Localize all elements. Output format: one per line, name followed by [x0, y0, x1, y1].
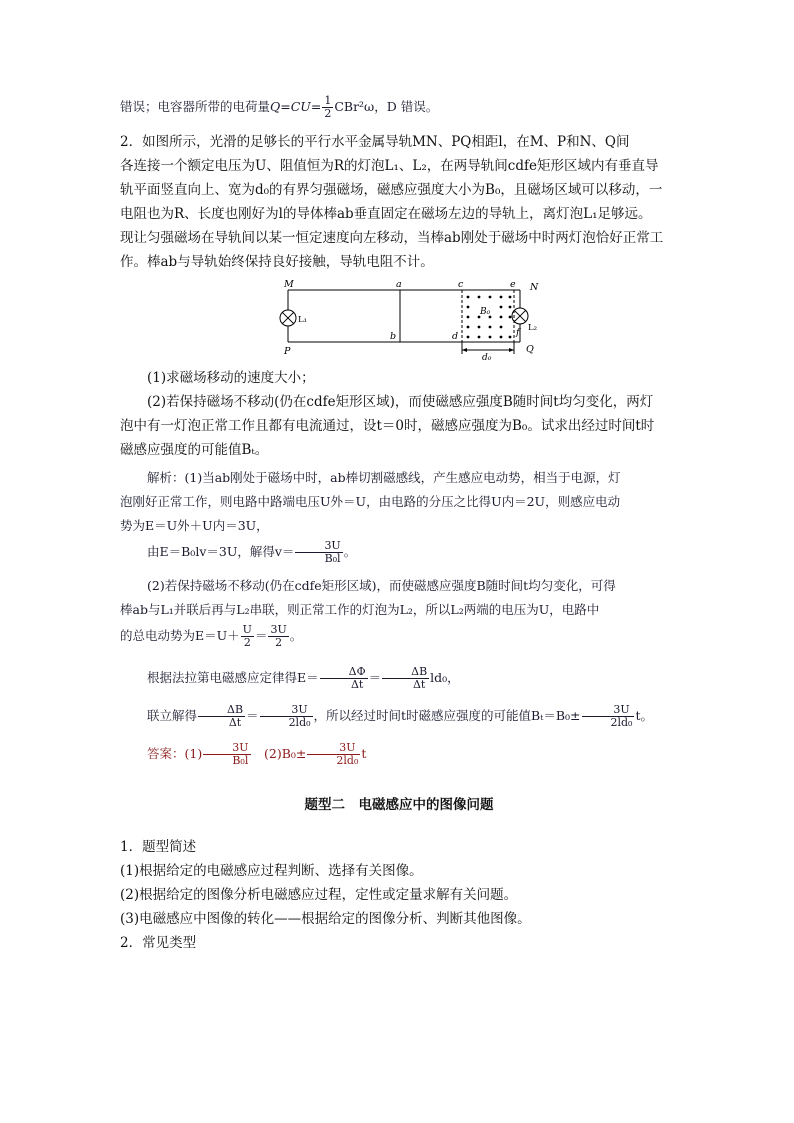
circuit-diagram	[270, 280, 550, 362]
section-heading-1: 1．题型简述	[120, 839, 197, 855]
label-L1: L₁	[298, 315, 308, 325]
section-title: 题型二 电磁感应中的图像问题	[304, 797, 494, 813]
solution-line-2: 泡刚好正常工作，则电路中路端电压U外＝U，由电路的分压之比得U内＝2U，则感应电动	[120, 494, 621, 509]
solution-line-8: 根据法拉第电磁感应定律得E＝ $\frac{\Delta\Phi}{\Delta t}$ ＝ $\frac{\Delta B}{\Delta t}$ ld₀，	[147, 665, 460, 691]
fraction: $\frac{\Delta\Phi}{\Delta t}$	[320, 666, 368, 691]
fraction: $\frac{\Delta B}{\Delta t}$	[198, 704, 245, 729]
problem-line-3: 轨平面竖直向上、宽为d₀的有界匀强磁场，磁感应强度大小为B₀，且磁场区域可以移动，一	[120, 182, 663, 198]
label-f: f	[516, 327, 520, 338]
solution-line-3: 势为E＝U外＋U内＝3U，	[120, 518, 269, 533]
fraction: $\frac{1}{2}$	[324, 94, 332, 120]
problem-line-1: 2．如图所示，光滑的足够长的平行水平金属导轨MN、PQ相距l，在M、P和N、Q间	[120, 134, 630, 150]
label-d: d	[452, 331, 459, 342]
label-c: c	[458, 280, 464, 290]
answer-line: 答案：(1) $\frac{3U}{\text{B₀l}}$ (2)B₀± $\frac{3U}{\text{2ld₀}}$ t	[147, 741, 367, 767]
fraction: $\frac{3U}{\text{B₀l}}$	[295, 540, 342, 565]
problem-line-6: 作。棒ab与导轨始终保持良好接触，导轨电阻不计。	[120, 254, 434, 270]
section-item-3: (3)电磁感应中图像的转化——根据给定的图像分析、判断其他图像。	[120, 911, 531, 927]
field-dots	[467, 296, 512, 339]
label-L2: L₂	[528, 323, 538, 333]
label-a: a	[396, 280, 402, 290]
solution-line-4: 由E＝B₀lv＝3U，解得v＝ $\frac{3U}{\text{B₀l}}$ 。	[147, 539, 357, 565]
label-B0: B₀	[480, 307, 491, 317]
solution-line-9: 联立解得 $\frac{\Delta B}{\Delta t}$ ＝ $\frac{3U}{\text{2ld₀}}$ ，所以经过时间t时磁感应强度的可能值Bₜ＝B₀± $\frac{3U}{\text{2ld₀}}$ t。	[147, 703, 653, 729]
fraction: $\frac{\Delta B}{\Delta t}$	[382, 666, 429, 691]
label-d0: d₀	[482, 353, 492, 362]
label-N: N	[530, 282, 539, 293]
label-e: e	[510, 280, 516, 290]
fraction: $\frac{3U}{\text{2ld₀}}$	[260, 704, 313, 729]
fraction: $\frac{3U}{2}$	[270, 623, 287, 649]
fraction: $\frac{3U}{\text{2ld₀}}$	[307, 742, 360, 767]
fraction: $\frac{U}{2}$	[242, 623, 252, 649]
label-Q: Q	[526, 344, 534, 355]
section-item-1: (1)根据给定的电磁感应过程判断、选择有关图像。	[120, 863, 423, 879]
question-2-line-1: (2)若保持磁场不移动(仍在cdfe矩形区域)，而使磁感应强度B随时间t均匀变化，两灯	[147, 394, 654, 410]
question-1: (1)求磁场移动的速度大小；	[147, 370, 315, 386]
intro-line: 错误；电容器所带的电荷量Q=CU= $\frac{1}{2}$ CBr²ω，D 错误。	[120, 94, 439, 120]
fraction: $\frac{3U}{\text{B₀l}}$	[203, 742, 250, 767]
problem-line-2: 各连接一个额定电压为U、阻值恒为R的灯泡L₁、L₂，在两导轨间cdfe矩形区域内有垂直导	[120, 158, 659, 174]
solution-line-7: 的总电动势为E＝U＋ $\frac{U}{2}$ ＝ $\frac{3U}{2}$ 。	[120, 623, 303, 649]
problem-line-4: 电阻也为R、长度也刚好为l的导体棒ab垂直固定在磁场左边的导轨上，离灯泡L₁足够远。	[120, 206, 652, 222]
solution-line-6: 棒ab与L₁并联后再与L₂串联，则正常工作的灯泡为L₂，所以L₂两端的电压为U，电路中	[120, 602, 600, 617]
solution-line-5: (2)若保持磁场不移动(仍在cdfe矩形区域)，而使磁感应强度B随时间t均匀变化，可得	[147, 578, 616, 593]
question-2-line-3: 磁感应强度的可能值Bₜ。	[120, 442, 269, 458]
section-heading-2: 2．常见类型	[120, 935, 197, 951]
label-P: P	[284, 346, 291, 357]
question-2-line-2: 泡中有一灯泡正常工作且都有电流通过，设t＝0时，磁感应强度为B₀。试求出经过时间t时	[120, 418, 655, 434]
problem-line-5: 现让匀强磁场在导轨间以某一恒定速度向左移动，当棒ab刚处于磁场中时两灯泡恰好正常工	[120, 230, 664, 246]
fraction: $\frac{3U}{\text{2ld₀}}$	[582, 704, 635, 729]
solution-line-1: 解析：(1)当ab刚处于磁场中时，ab棒切割磁感线，产生感应电动势，相当于电源，灯	[147, 470, 621, 485]
label-b: b	[390, 331, 397, 342]
label-M: M	[284, 280, 294, 290]
section-item-2: (2)根据给定的图像分析电磁感应过程，定性或定量求解有关问题。	[120, 887, 518, 903]
